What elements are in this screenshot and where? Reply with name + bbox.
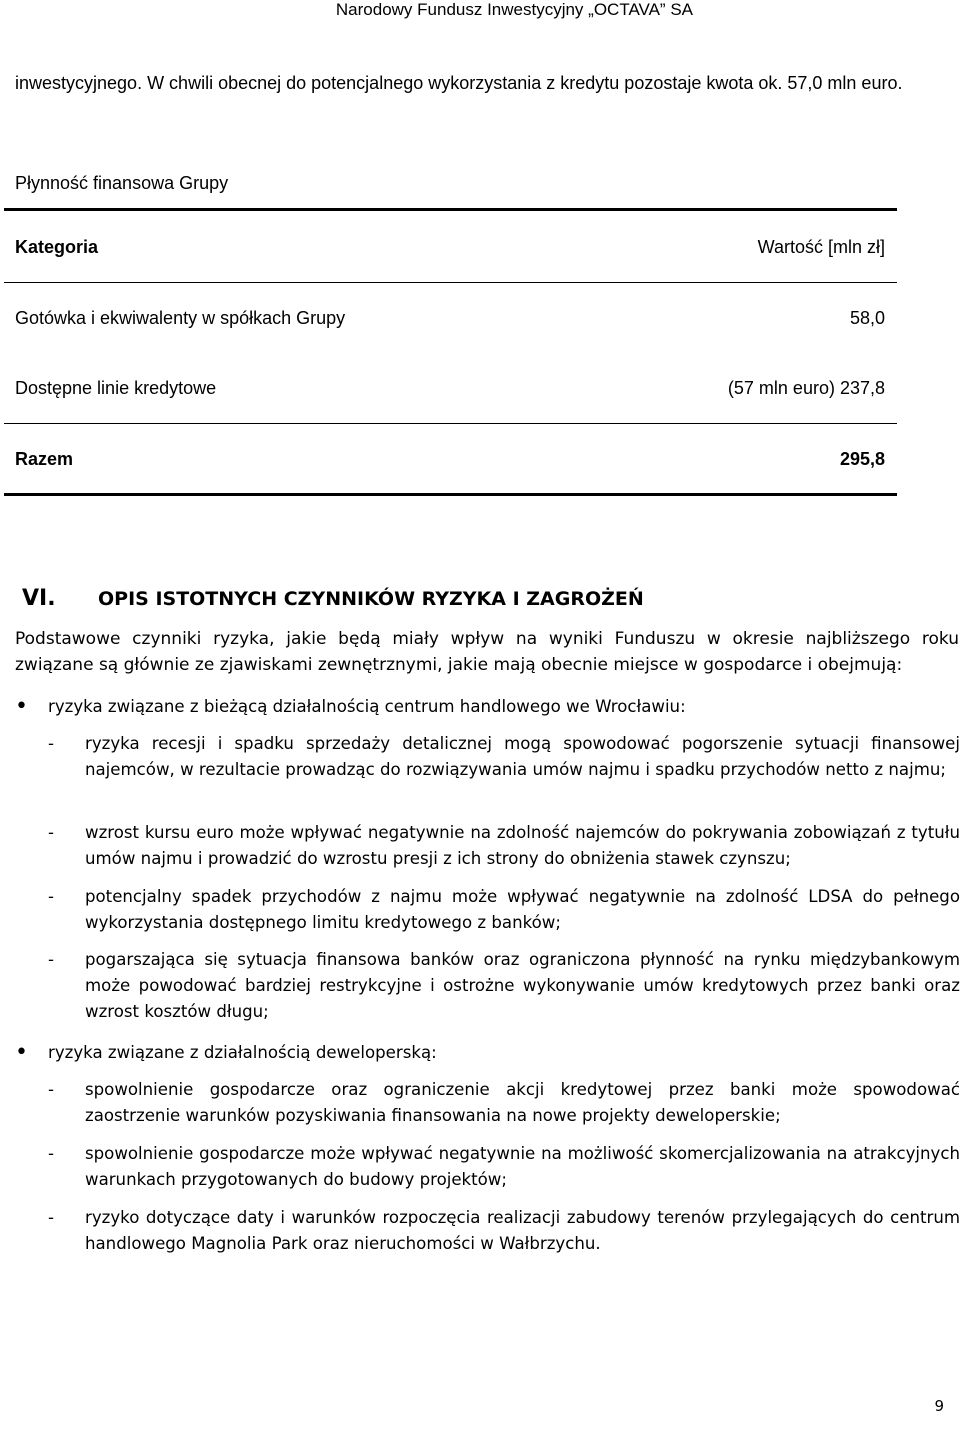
list-item bbox=[48, 820, 960, 872]
total-value: 295,8 bbox=[839, 449, 885, 469]
section-heading bbox=[22, 586, 644, 611]
row-category: Gotówka i ekwiwalenty w spółkach Grupy bbox=[15, 308, 346, 328]
total-category: Razem bbox=[15, 449, 74, 469]
header-category: Kategoria bbox=[15, 237, 99, 257]
list-item-text: potencjalny spadek przychodów z najmu może wpływać negatywnie na zdolność LDSA do pełnego wykorzystania dostępnego limitu kredytowego z banków; bbox=[85, 887, 960, 932]
dash-icon: - bbox=[48, 734, 54, 753]
section-title: OPIS ISTOTNYCH CZYNNIKÓW RYZYKA I ZAGROŻEŃ bbox=[98, 588, 644, 610]
bullet-icon: • bbox=[15, 694, 28, 719]
dash-icon: - bbox=[48, 823, 54, 842]
table-title: Płynność finansowa Grupy bbox=[15, 173, 229, 193]
section-number: VI. bbox=[22, 586, 56, 611]
table-header-rule bbox=[4, 282, 897, 283]
list-item-text: spowolnienie gospodarcze może wpływać negatywnie na możliwość skomercjalizowania na atrakcyjnych warunkach przygotowanych do budowy projektów; bbox=[85, 1144, 960, 1189]
list-item-text: wzrost kursu euro może wpływać negatywnie na zdolność najemców do pokrywania zobowiązań z tytułu umów najmu i prowadzić do wzrostu presji z ich strony do obniżenia stawek czynszu; bbox=[85, 823, 960, 868]
row-value: 58,0 bbox=[849, 308, 885, 328]
list-item bbox=[48, 1205, 960, 1257]
list-item-text: pogarszająca się sytuacja finansowa banków oraz ograniczona płynność na rynku międzybankowym może powodować bardziej restrykcyjne i ostrożne wykonywanie umów kredytowych przez banki oraz wzrost kosztów długu; bbox=[85, 950, 960, 1021]
list-item bbox=[48, 1141, 960, 1193]
dash-icon: - bbox=[48, 1144, 54, 1163]
dash-icon: - bbox=[48, 887, 54, 906]
list-item bbox=[48, 1077, 960, 1129]
bullet-label: ryzyka związane z działalnością deweloperską: bbox=[48, 1043, 437, 1062]
table-row bbox=[15, 378, 885, 399]
list-item-text: spowolnienie gospodarcze oraz ograniczenie akcji kredytowej przez banki może spowodować zaostrzenie warunków pozyskiwania finansowania na nowe projekty deweloperskie; bbox=[85, 1080, 960, 1125]
row-category: Dostępne linie kredytowe bbox=[15, 378, 217, 398]
list-item bbox=[48, 884, 960, 936]
list-item bbox=[15, 694, 959, 720]
paragraph-top: inwestycyjnego. W chwili obecnej do potencjalnego wykorzystania z kredytu pozostaje kwota ok. 57,0 mln euro. bbox=[15, 73, 903, 93]
table-header-row bbox=[15, 237, 885, 258]
list-item bbox=[15, 1040, 959, 1066]
table-row bbox=[15, 308, 885, 329]
table-top-rule bbox=[4, 208, 897, 211]
dash-icon: - bbox=[48, 1208, 54, 1227]
list-item-text: ryzyka recesji i spadku sprzedaży detalicznej mogą spowodować pogorszenie sytuacji finansowej najemców, w rezultacie prowadząc do rozwiązywania umów najmu i spadku przychodów netto z najmu; bbox=[85, 734, 960, 779]
bullet-icon: • bbox=[15, 1040, 28, 1065]
page-number: 9 bbox=[934, 1397, 944, 1415]
section-intro: Podstawowe czynniki ryzyka, jakie będą miały wpływ na wyniki Funduszu w okresie najbliższego roku związane są głównie ze zjawiskami zewnętrznymi, jakie mają obecnie miejsce w gospodarce i obejmują: bbox=[15, 629, 959, 675]
document-header: Narodowy Fundusz Inwestycyjny „OCTAVA” SA bbox=[335, 0, 693, 19]
list-item bbox=[48, 947, 960, 1025]
bullet-label: ryzyka związane z bieżącą działalnością centrum handlowego we Wrocławiu: bbox=[48, 697, 686, 716]
header-value: Wartość [mln zł] bbox=[757, 237, 885, 257]
row-value: (57 mln euro) 237,8 bbox=[727, 378, 885, 398]
dash-icon: - bbox=[48, 1080, 54, 1099]
table-bottom-rule bbox=[4, 493, 897, 496]
list-item-text: ryzyko dotyczące daty i warunków rozpoczęcia realizacji zabudowy terenów przylegających do centrum handlowego Magnolia Park oraz nieruchomości w Wałbrzychu. bbox=[85, 1208, 960, 1253]
table-total-rule bbox=[4, 423, 897, 424]
list-item bbox=[48, 731, 960, 783]
table-total-row bbox=[15, 449, 885, 470]
dash-icon: - bbox=[48, 950, 54, 969]
